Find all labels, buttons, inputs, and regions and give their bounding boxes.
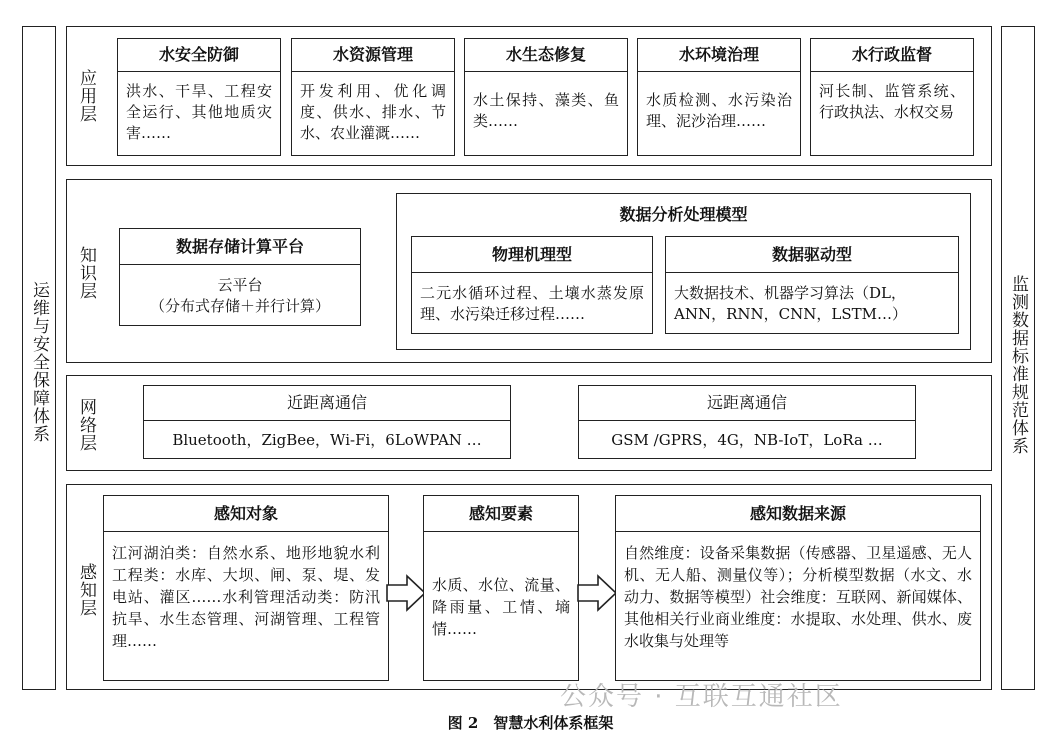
module-title: 水行政监督 — [811, 39, 973, 72]
storage-platform-body — [120, 265, 360, 325]
module-water-ecology — [464, 38, 628, 156]
knowledge-layer — [66, 179, 992, 363]
module-body: 水质检测、水污染治理、泥沙治理…… — [646, 91, 792, 130]
near-communication — [143, 385, 511, 459]
module-body: 河长制、监管系统、行政执法、水权交易 — [819, 82, 965, 121]
application-layer — [66, 26, 992, 166]
far-communication-body: GSM /GPRS，4G，NB-IoT，LoRa … — [611, 431, 883, 449]
arrow-right-icon — [576, 573, 618, 613]
storage-platform-title: 数据存储计算平台 — [120, 229, 360, 265]
near-communication-body: Bluetooth，ZigBee，Wi-Fi，6LoWPAN … — [172, 431, 482, 449]
storage-platform — [119, 228, 361, 326]
module-body: 洪水、干旱、工程安全运行、其他地质灾害…… — [126, 82, 272, 142]
storage-line-2: （分布式存储＋并行计算） — [149, 297, 330, 315]
module-body: 开发利用、优化调度、供水、排水、节水、农业灌溉…… — [300, 82, 446, 142]
module-water-environment — [637, 38, 801, 156]
module-title: 水生态修复 — [465, 39, 627, 72]
knowledge-layer-label: 知识层 — [76, 246, 96, 300]
perception-data-sources-title: 感知数据来源 — [616, 496, 980, 532]
perception-objects-body: 江河湖泊类：自然水系、地形地貌水利工程类：水库、大坝、闸、泵、堤、发电站、灌区……水利管理活动类：防汛抗旱、水生态管理、河湖管理、工程管理…… — [112, 544, 380, 650]
physical-model-body: 二元水循环过程、土壤水蒸发原理、水污染迁移过程…… — [420, 284, 644, 323]
perception-elements-body: 水质、水位、流量、降雨量、工情、墒情…… — [432, 576, 570, 638]
data-driven-line-1: 大数据技术、机器学习算法（DL， — [674, 284, 906, 302]
figure-caption: 图 2 智慧水利体系框架 — [447, 714, 614, 732]
module-body: 水土保持、藻类、鱼类…… — [473, 91, 619, 130]
module-title: 水资源管理 — [292, 39, 454, 72]
network-layer — [66, 375, 992, 471]
module-title: 水环境治理 — [638, 39, 800, 72]
far-communication-title: 远距离通信 — [579, 386, 915, 421]
physical-model-title: 物理机理型 — [412, 237, 652, 273]
watermark: 公众号 · 互联互通社区 — [560, 682, 843, 712]
network-layer-label: 网络层 — [76, 398, 96, 452]
right-side-label: 监测数据标准规范体系 — [1008, 275, 1028, 455]
physical-model — [411, 236, 653, 334]
analysis-models-title: 数据分析处理模型 — [619, 205, 748, 224]
analysis-models — [396, 193, 971, 350]
perception-layer — [66, 484, 992, 690]
application-layer-label: 应用层 — [76, 69, 96, 123]
left-side-pillar — [22, 26, 56, 690]
module-title: 水安全防御 — [118, 39, 280, 72]
right-side-pillar — [1001, 26, 1035, 690]
module-water-safety — [117, 38, 281, 156]
data-driven-model-body — [666, 273, 958, 333]
perception-elements-title: 感知要素 — [424, 496, 578, 532]
perception-objects — [103, 495, 389, 681]
perception-objects-title: 感知对象 — [104, 496, 388, 532]
module-water-resources — [291, 38, 455, 156]
left-side-label: 运维与安全保障体系 — [29, 281, 49, 443]
perception-data-sources-body: 自然维度：设备采集数据（传感器、卫星遥感、无人机、无人船、测量仪等）；分析模型数据（水文、水动力、数据等模型）社会维度：互联网、新闻媒体、其他相关行业商业维度：水提取、水处理、供水、废水收集与处理等 — [624, 544, 972, 650]
arrow-right-icon — [385, 573, 427, 613]
far-communication — [578, 385, 916, 459]
perception-elements — [423, 495, 579, 681]
data-driven-model-title: 数据驱动型 — [666, 237, 958, 273]
module-water-administration — [810, 38, 974, 156]
perception-data-sources — [615, 495, 981, 681]
near-communication-title: 近距离通信 — [144, 386, 510, 421]
data-driven-model — [665, 236, 959, 334]
data-driven-line-2: ANN，RNN，CNN，LSTM…） — [674, 305, 907, 323]
perception-layer-label: 感知层 — [76, 563, 96, 617]
storage-line-1: 云平台 — [217, 276, 263, 294]
